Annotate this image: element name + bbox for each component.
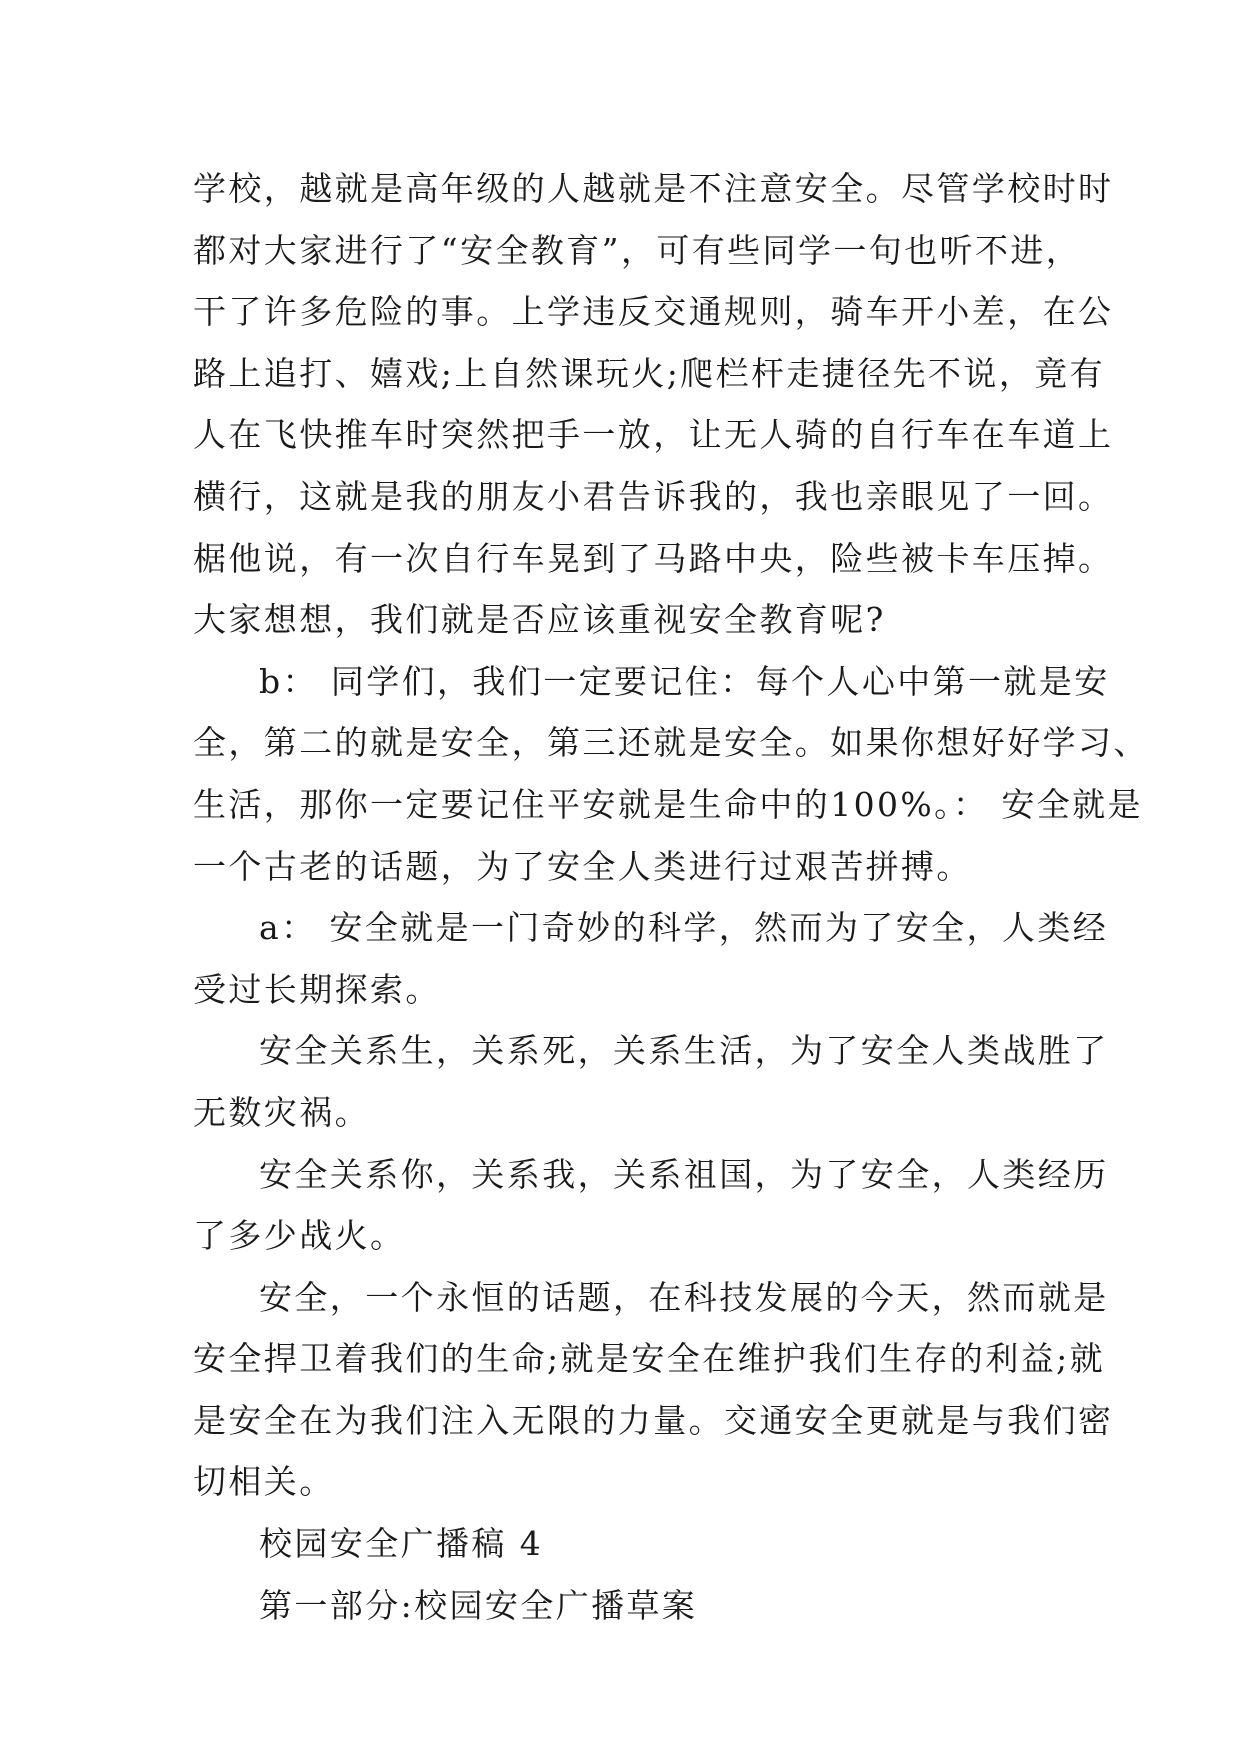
subsection-heading: 第一部分:校园安全广播草案 (259, 1585, 698, 1625)
text-line: 横行，这就是我的朋友小君告诉我的，我也亲眼见了一回。 (193, 476, 1114, 516)
text-line: 一个古老的话题，为了安全人类进行过艰苦拼搏。 (193, 846, 972, 886)
text-line: 路上追打、嬉戏;上自然课玩火;爬栏杆走捷径先不说，竟有 (193, 353, 1106, 393)
text-line: 安全捍卫着我们的生命;就是安全在维护我们生存的利益;就 (193, 1339, 1106, 1379)
text-line: 是安全在为我们注入无限的力量。交通安全更就是与我们密 (193, 1400, 1114, 1440)
section-heading: 校园安全广播稿 4 (259, 1524, 544, 1564)
text-line: 学校，越就是高年级的人越就是不注意安全。尽管学校时时 (193, 169, 1114, 208)
text-line: 干了许多危险的事。上学违反交通规则，骑车开小差，在公 (193, 292, 1114, 332)
text-line: 都对大家进行了“安全教育”，可有些同学一句也听不进， (193, 230, 1082, 270)
text-line: 生活，那你一定要记住平安就是生命中的100%。： 安全就是 (193, 784, 1143, 824)
paragraph-start-line: b： 同学们，我们一定要记住：每个人心中第一就是安 (259, 661, 1110, 701)
text-line: 无数灾祸。 (193, 1092, 370, 1132)
paragraph-start-line: 安全关系生，关系死，关系生活，为了安全人类战胜了 (259, 1031, 1109, 1071)
text-line: 大家想想，我们就是否应该重视安全教育呢? (193, 600, 886, 640)
paragraph-start-line: 安全，一个永恒的话题，在科技发展的今天，然而就是 (259, 1277, 1109, 1317)
text-line: 椐他说，有一次自行车晃到了马路中央，险些被卡车压掉。 (193, 538, 1114, 578)
paragraph-start-line: 安全关系你，关系我，关系祖国，为了安全，人类经历 (259, 1154, 1109, 1194)
text-line: 人在飞快推车时突然把手一放，让无人骑的自行车在车道上 (193, 415, 1114, 455)
text-line: 全，第二的就是安全，第三还就是安全。如果你想好好学习、 (193, 723, 1149, 763)
paragraph-start-line: a： 安全就是一门奇妙的科学，然而为了安全，人类经 (259, 908, 1109, 948)
text-line: 切相关。 (193, 1462, 335, 1502)
text-line: 受过长期探索。 (193, 969, 441, 1009)
document-body (193, 158, 1149, 1636)
text-line: 了多少战火。 (193, 1216, 406, 1256)
